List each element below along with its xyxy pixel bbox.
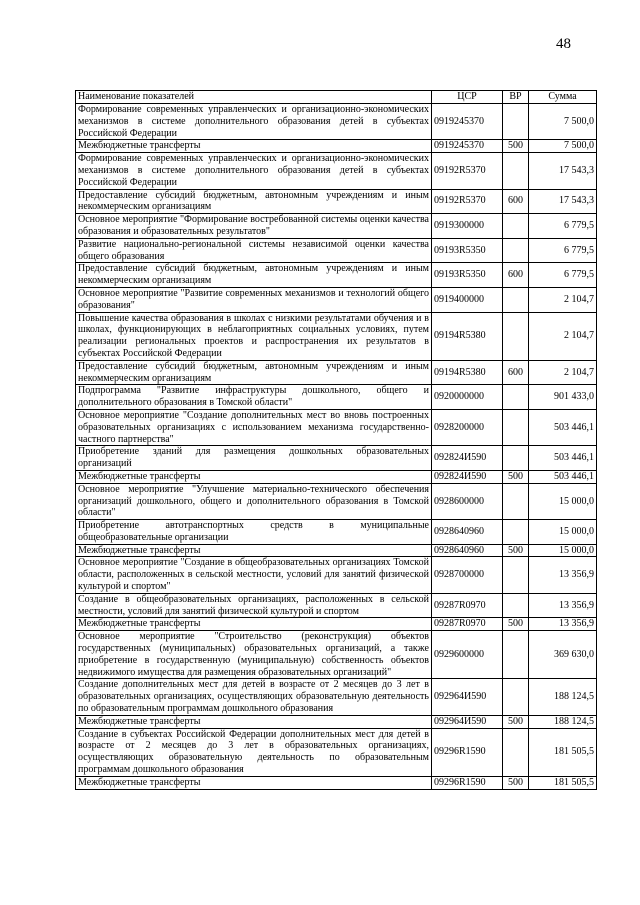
cell-name: Развитие национально-региональной системы независимой оценки качества общего образования [76,238,432,263]
cell-vr: 500 [503,715,529,728]
cell-sum: 13 356,9 [529,593,597,618]
cell-name: Основное мероприятие "Строительство (реконструкция) объектов государственных (муниципальных) образовательных организаций, а также приобретение в государственную (муниципальную) собственность объектов недвижимого имущества для размещения образовательных организаций" [76,631,432,679]
cell-csr: 09192R5370 [432,189,503,214]
cell-name: Межбюджетные трансферты [76,715,432,728]
cell-csr: 092824И590 [432,446,503,471]
cell-vr: 500 [503,470,529,483]
cell-vr [503,287,529,312]
header-csr: ЦСР [432,91,503,104]
cell-csr: 09296R1590 [432,776,503,789]
cell-vr [503,312,529,360]
cell-vr [503,679,529,715]
cell-name: Основное мероприятие "Формирование востребованной системы оценки качества образования и образовательных результатов" [76,214,432,239]
cell-csr: 0919400000 [432,287,503,312]
table-row [76,104,597,140]
table-row [76,153,597,189]
table-row [76,189,597,214]
table-row [76,728,597,776]
header-sum: Сумма [529,91,597,104]
cell-sum: 188 124,5 [529,715,597,728]
cell-csr: 09287R0970 [432,593,503,618]
cell-name: Основное мероприятие "Создание в общеобразовательных организациях Томской области, расположенных в сельской местности, условий для занятий физической культурой и спортом" [76,557,432,593]
cell-sum: 7 500,0 [529,104,597,140]
table-row [76,483,597,519]
cell-csr: 09192R5370 [432,153,503,189]
table-row [76,263,597,288]
cell-sum: 503 446,1 [529,470,597,483]
cell-name: Подпрограмма "Развитие инфраструктуры дошкольного, общего и дополнительного образования в Томской области" [76,385,432,410]
cell-sum: 2 104,7 [529,312,597,360]
cell-csr: 0919245370 [432,140,503,153]
table-row [76,385,597,410]
header-vr: ВР [503,91,529,104]
cell-name: Создание в общеобразовательных организациях, расположенных в сельской местности, условий для занятий физической культурой и спортом [76,593,432,618]
cell-name: Межбюджетные трансферты [76,776,432,789]
cell-name: Основное мероприятие "Улучшение материально-технического обеспечения организаций дошкольного, общего и дополнительного образования в Томской области" [76,483,432,519]
cell-name: Создание дополнительных мест для детей в возрасте от 2 месяцев до 3 лет в образовательных организациях, осуществляющих образовательную деятельность по образовательным программам дошкольного образования [76,679,432,715]
table-row [76,776,597,789]
table-row [76,238,597,263]
table-row [76,446,597,471]
cell-vr [503,214,529,239]
cell-csr: 09296R1590 [432,728,503,776]
cell-csr: 0919300000 [432,214,503,239]
budget-table [75,90,597,790]
cell-vr: 500 [503,776,529,789]
cell-name: Межбюджетные трансферты [76,140,432,153]
cell-name: Создание в субъектах Российской Федерации дополнительных мест для детей в возрасте от 2 месяцев до 3 лет в образовательных организациях, осуществляющих образовательную деятельность по образовательным программам дошкольного образования [76,728,432,776]
cell-name: Основное мероприятие "Создание дополнительных мест во вновь построенных образовательных организациях с использованием механизма государственно-частного партнерства" [76,409,432,445]
cell-sum: 15 000,0 [529,483,597,519]
cell-vr: 600 [503,189,529,214]
cell-name: Повышение качества образования в школах с низкими результатами обучения и в школах, функционирующих в неблагоприятных социальных условиях, путем реализации региональных проектов и распространения их результатов в субъектах Российской Федерации [76,312,432,360]
cell-name: Предоставление субсидий бюджетным, автономным учреждениям и иным некоммерческим организациям [76,189,432,214]
cell-vr [503,728,529,776]
table-row [76,287,597,312]
cell-csr: 092964И590 [432,715,503,728]
cell-sum: 2 104,7 [529,360,597,385]
cell-csr: 0928640960 [432,544,503,557]
cell-csr: 0928700000 [432,557,503,593]
table-row [76,679,597,715]
cell-csr: 092964И590 [432,679,503,715]
cell-vr [503,409,529,445]
cell-sum: 369 630,0 [529,631,597,679]
table-row [76,470,597,483]
cell-name: Формирование современных управленческих и организационно-экономических механизмов в системе дополнительного образования детей в субъектах Российской Федерации [76,104,432,140]
cell-csr: 0928600000 [432,483,503,519]
cell-vr: 500 [503,618,529,631]
cell-csr: 0929600000 [432,631,503,679]
cell-sum: 6 779,5 [529,263,597,288]
table-row [76,544,597,557]
cell-csr: 0928640960 [432,520,503,545]
cell-sum: 901 433,0 [529,385,597,410]
cell-name: Основное мероприятие "Развитие современных механизмов и технологий общего образования" [76,287,432,312]
table-row [76,214,597,239]
cell-csr: 0920000000 [432,385,503,410]
cell-vr [503,238,529,263]
cell-name: Межбюджетные трансферты [76,618,432,631]
cell-vr [503,385,529,410]
cell-vr [503,153,529,189]
cell-csr: 0919245370 [432,104,503,140]
cell-name: Формирование современных управленческих и организационно-экономических механизмов в системе дополнительного образования детей в субъектах Российской Федерации [76,153,432,189]
cell-name: Межбюджетные трансферты [76,544,432,557]
cell-sum: 503 446,1 [529,409,597,445]
cell-vr [503,557,529,593]
page-number: 48 [556,36,571,52]
cell-csr: 09287R0970 [432,618,503,631]
cell-vr [503,446,529,471]
cell-sum: 188 124,5 [529,679,597,715]
cell-sum: 181 505,5 [529,728,597,776]
cell-vr: 600 [503,360,529,385]
table-row [76,715,597,728]
table-row [76,312,597,360]
table-row [76,631,597,679]
cell-csr: 09193R5350 [432,238,503,263]
table-row [76,140,597,153]
cell-csr: 09193R5350 [432,263,503,288]
cell-name: Приобретение автотранспортных средств в муниципальные общеобразовательные организации [76,520,432,545]
cell-sum: 17 543,3 [529,189,597,214]
table-row [76,557,597,593]
cell-vr [503,483,529,519]
cell-csr: 09194R5380 [432,312,503,360]
cell-sum: 15 000,0 [529,544,597,557]
cell-sum: 6 779,5 [529,214,597,239]
cell-vr [503,104,529,140]
cell-sum: 181 505,5 [529,776,597,789]
table-row [76,593,597,618]
table-row [76,618,597,631]
table-row [76,360,597,385]
cell-sum: 2 104,7 [529,287,597,312]
cell-sum: 13 356,9 [529,557,597,593]
table-row [76,409,597,445]
cell-vr [503,593,529,618]
cell-sum: 6 779,5 [529,238,597,263]
table-row [76,520,597,545]
cell-csr: 092824И590 [432,470,503,483]
cell-sum: 503 446,1 [529,446,597,471]
table-header-row [76,91,597,104]
cell-vr: 600 [503,263,529,288]
cell-sum: 17 543,3 [529,153,597,189]
header-name: Наименование показателей [76,91,432,104]
cell-vr: 500 [503,140,529,153]
cell-name: Приобретение зданий для размещения дошкольных образовательных организаций [76,446,432,471]
cell-name: Предоставление субсидий бюджетным, автономным учреждениям и иным некоммерческим организациям [76,360,432,385]
cell-vr: 500 [503,544,529,557]
cell-vr [503,631,529,679]
cell-name: Межбюджетные трансферты [76,470,432,483]
cell-sum: 7 500,0 [529,140,597,153]
cell-sum: 13 356,9 [529,618,597,631]
cell-vr [503,520,529,545]
cell-sum: 15 000,0 [529,520,597,545]
cell-name: Предоставление субсидий бюджетным, автономным учреждениям и иным некоммерческим организациям [76,263,432,288]
cell-csr: 0928200000 [432,409,503,445]
cell-csr: 09194R5380 [432,360,503,385]
